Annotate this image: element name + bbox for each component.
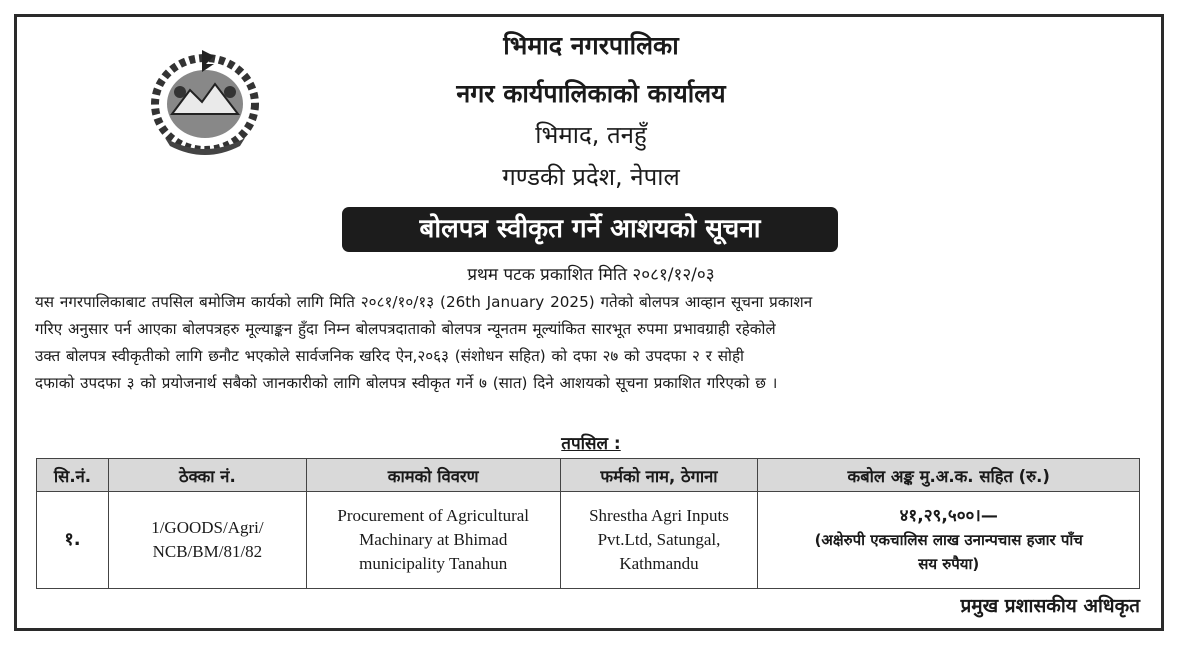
firm-line: Kathmandu: [619, 554, 699, 573]
cell-amount: [758, 492, 1140, 589]
amount-words: सय रुपैया): [918, 555, 980, 573]
body-line: गरिए अनुसार पर्न आएका बोलपत्रहरु मूल्याङ्कन हुँदा निम्न बोलपत्रदाताको बोलपत्र न्यूनतम मूल्यांकित सारभूत रुपमा प्रभावग्राही रहेकोले: [35, 320, 776, 338]
firm-line: Pvt.Ltd, Satungal,: [597, 530, 721, 549]
amount-figure: ४१,२९,५००।—: [899, 506, 998, 526]
contract-line: 1/GOODS/Agri/: [151, 518, 264, 537]
contract-line: NCB/BM/81/82: [152, 542, 263, 561]
body-line: यस नगरपालिकाबाट तपसिल बमोजिम कार्यको लागि मिति २०८१/१०/१३ (26th January 2025) गतेको बोलपत्र आव्हान सूचना प्रकाशन: [35, 293, 813, 311]
desc-line: Machinary at Bhimad: [359, 530, 508, 549]
schedule-heading: तपसिल :: [561, 434, 621, 454]
desc-line: Procurement of Agricultural: [337, 506, 530, 525]
body-line: दफाको उपदफा ३ को प्रयोजनार्थ सबैको जानकारीको लागि बोलपत्र स्वीकृत गर्ने ७ (सात) दिने आशयको सूचना प्रकाशित गरिएको छ ।: [35, 374, 778, 392]
province: गण्डकी प्रदेश, नेपाल: [502, 163, 680, 191]
table-row: [37, 492, 1140, 589]
cell-contract: [108, 492, 306, 589]
col-serial: सि.नं.: [37, 459, 109, 492]
col-contract: ठेक्का नं.: [108, 459, 306, 492]
body-line: उक्त बोलपत्र स्वीकृतीको लागि छनौट भएकोले सार्वजनिक खरिद ऐन,२०६३ (संशोधन सहित) को दफा २७ को उपदफा २ र सोही: [35, 347, 744, 365]
desc-line: municipality Tanahun: [359, 554, 508, 573]
municipality-name: भिमाद नगरपालिका: [503, 31, 679, 60]
bid-table: [36, 458, 1140, 589]
notice-body: [35, 289, 1145, 397]
notice-title: बोलपत्र स्वीकृत गर्ने आशयको सूचना: [342, 207, 838, 252]
signature: प्रमुख प्रशासकीय अधिकृत: [960, 595, 1140, 617]
col-amount: कबोल अङ्क मु.अ.क. सहित (रु.): [758, 459, 1140, 492]
cell-serial: १.: [37, 492, 109, 589]
firm-line: Shrestha Agri Inputs: [589, 506, 729, 525]
cell-description: [306, 492, 560, 589]
table-header-row: [37, 459, 1140, 492]
location: भिमाद, तनहुँ: [535, 121, 647, 149]
publish-date: प्रथम पटक प्रकाशित मिति २०८१/१२/०३: [467, 265, 715, 285]
amount-words: (अक्षेरुपी एकचालिस लाख उनान्पचास हजार पाँच: [814, 531, 1083, 549]
office-name: नगर कार्यपालिकाको कार्यालय: [456, 79, 726, 108]
col-description: कामको विवरण: [306, 459, 560, 492]
cell-firm: [560, 492, 758, 589]
col-firm: फर्मको नाम, ठेगाना: [560, 459, 758, 492]
